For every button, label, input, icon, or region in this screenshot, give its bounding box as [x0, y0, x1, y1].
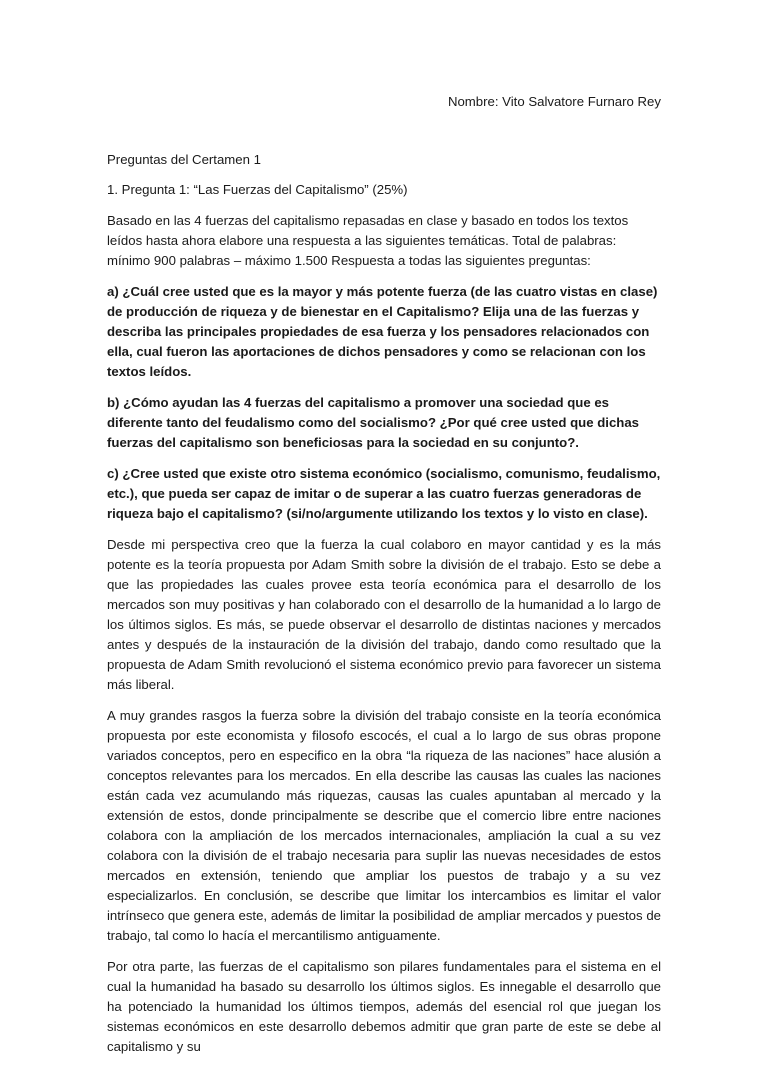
question-a: a) ¿Cuál cree usted que es la mayor y más potente fuerza (de las cuatro vistas en clase) de producción de riqueza y de bienestar en el Capitalismo? Elija una de las fuerzas y describa las principales propiedades de esa fuerza y los pensadores relacionados con ella, cual fueron las aportaciones de dichos pensadores y como se relacionan con los textos leídos. [107, 284, 658, 379]
question-heading: 1. Pregunta 1: “Las Fuerzas del Capitalismo” (25%) [107, 182, 408, 197]
document-body [107, 150, 661, 1068]
question-c: c) ¿Cree usted que existe otro sistema económico (socialismo, comunismo, feudalismo, etc.), que pueda ser capaz de imitar o de superar a las cuatro fuerzas generadoras de riqueza bajo el capitalismo? (si/no/argumente utilizando los textos y lo visto en clase). [107, 466, 661, 521]
document-title: Preguntas del Certamen 1 [107, 152, 261, 167]
student-name: Nombre: Vito Salvatore Furnaro Rey [447, 94, 661, 109]
answer-paragraph-3: Por otra parte, las fuerzas de el capitalismo son pilares fundamentales para el sistema en el cual la humanidad ha basado su desarrollo los últimos siglos. Es innegable el desarrollo que ha potenciado la humanidad los últimos tiempos, además del esencial rol que juegan los sistemas económicos en este desarrollo debemos admitir que gran parte de este se debe al capitalismo y su [107, 959, 661, 1054]
answer-paragraph-1: Desde mi perspectiva creo que la fuerza la cual colaboro en mayor cantidad y es la más potente es la teoría propuesta por Adam Smith sobre la división de el trabajo. Esto se debe a que las propiedades las cuales provee esta teoría económica para el desarrollo de los mercados son muy positivas y han colaborado con el desarrollo de la humanidad a lo largo de los últimos siglos. Es más, se puede observar el desarrollo de distintas naciones y mercados antes y después de la instauración de la división del trabajo, dando como resultado que la propuesta de Adam Smith revolucionó el sistema económico previo para favorecer un sistema más liberal. [107, 537, 661, 692]
question-b: b) ¿Cómo ayudan las 4 fuerzas del capitalismo a promover una sociedad que es diferente tanto del feudalismo como del socialismo? ¿Por qué cree usted que dichas fuerzas del capitalismo son beneficiosas para la sociedad en su conjunto?. [107, 395, 640, 450]
instructions-paragraph: Basado en las 4 fuerzas del capitalismo repasadas en clase y basado en todos los textos leídos hasta ahora elabore una respuesta a las siguientes temáticas. Total de palabras: mínimo 900 palabras – máximo 1.500 Respuesta a todas las siguientes preguntas: [107, 213, 629, 268]
answer-paragraph-2: A muy grandes rasgos la fuerza sobre la división del trabajo consiste en la teoría económica propuesta por este economista y filosofo escocés, el cual a lo largo de sus obras propone variados conceptos, pero en especifico en la obra “la riqueza de las naciones” hace alusión a conceptos relevantes para los mercados. En ella describe las causas las cuales las naciones están cada vez acumulando más riquezas, causas las cuales apuntaban al mercado y la extensión de estos, donde principalmente se describe que el comercio libre entre naciones colabora con la ampliación de los mercados internacionales, ampliación la cual a su vez colabora con la división de el trabajo necesaria para suplir las nuevas necesidades de estos mercados en extensión, teniendo que ampliar los puestos de trabajo y a su vez especializarlos. En conclusión, se describe que limitar los intercambios es limitar el valor intrínseco que genera este, además de limitar la posibilidad de ampliar mercados y puestos de trabajo, tal como lo hacía el mercantilismo antiguamente. [107, 708, 661, 943]
